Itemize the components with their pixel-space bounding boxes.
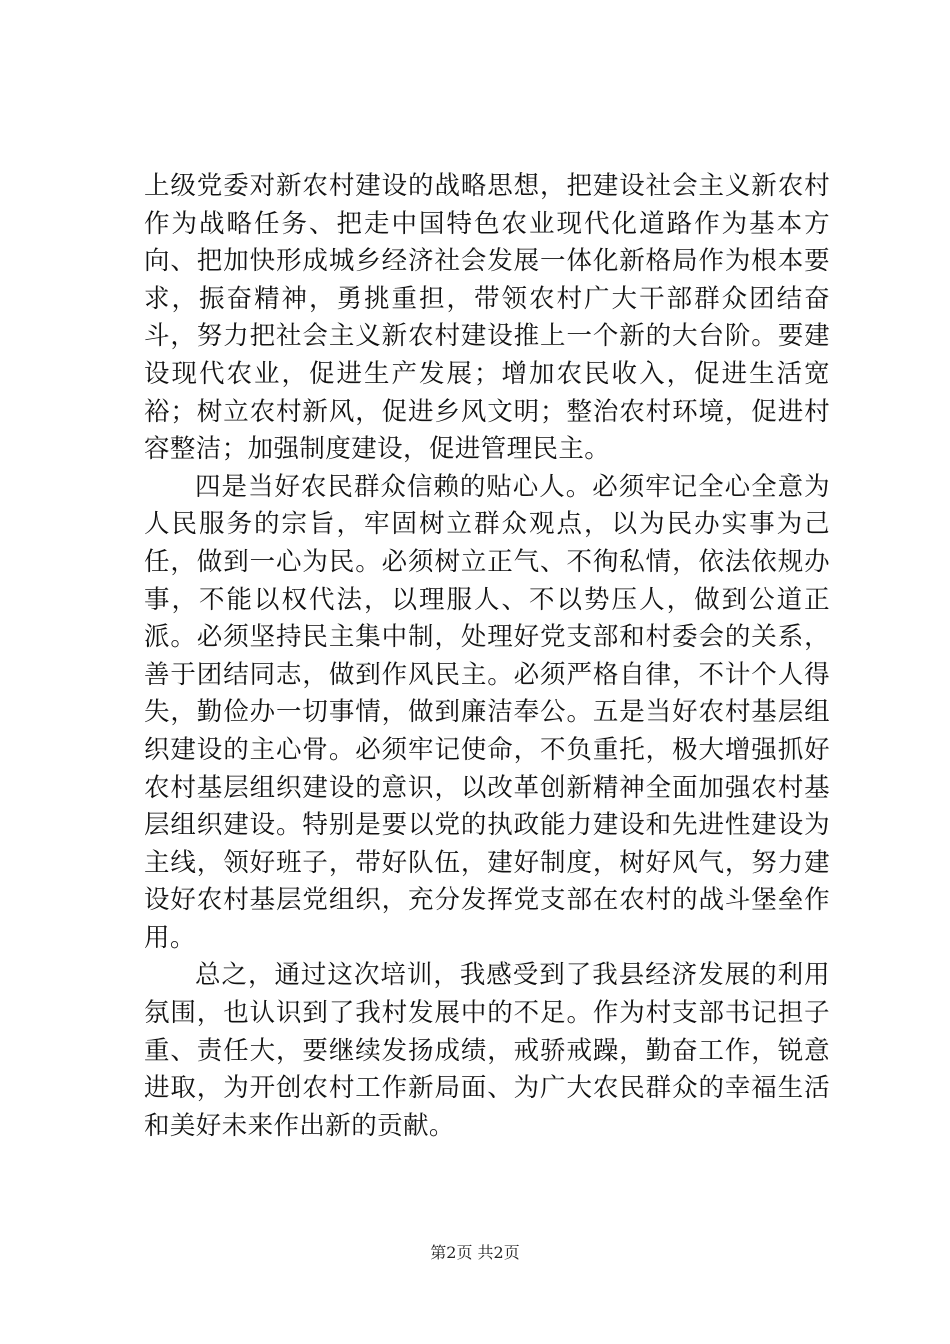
document-body [144,168,830,1145]
page-footer: 第2页 共2页 [430,1243,520,1262]
paragraph-continued: 上级党委对新农村建设的战略思想，把建设社会主义新农村作为战略任务、把走中国特色农业现代化道路作为基本方向、把加快形成城乡经济社会发展一体化新格局作为根本要求，振奋精神，勇挑重担，带领农村广大干部群众团结奋斗，努力把社会主义新农村建设推上一个新的大台阶。要建设现代农业，促进生产发展；增加农民收入，促进生活宽裕；树立农村新风，促进乡风文明；整治农村环境，促进村容整洁；加强制度建设，促进管理民主。 [144,171,830,465]
paragraph-point-four-five: 四是当好农民群众信赖的贴心人。必须牢记全心全意为人民服务的宗旨，牢固树立群众观点，以为民办实事为己任，做到一心为民。必须树立正气、不徇私情，依法依规办事，不能以权代法，以理服人、不以势压人，做到公道正派。必须坚持民主集中制，处理好党支部和村委会的关系，善于团结同志，做到作风民主。必须严格自律，不计个人得失，勤俭办一切事情，做到廉洁奉公。五是当好农村基层组织建设的主心骨。必须牢记使命，不负重托，极大增强抓好农村基层组织建设的意识，以改革创新精神全面加强农村基层组织建设。特别是要以党的执政能力建设和先进性建设为主线，领好班子，带好队伍，建好制度，树好风气，努力建设好农村基层党组织，充分发挥党支部在农村的战斗堡垒作用。 [144,471,830,953]
paragraph-conclusion: 总之，通过这次培训，我感受到了我县经济发展的利用氛围，也认识到了我村发展中的不足。作为村支部书记担子重、责任大，要继续发扬成绩，戒骄戒躁，勤奋工作，锐意进取，为开创农村工作新局面、为广大农民群众的幸福生活和美好未来作出新的贡献。 [144,960,830,1141]
